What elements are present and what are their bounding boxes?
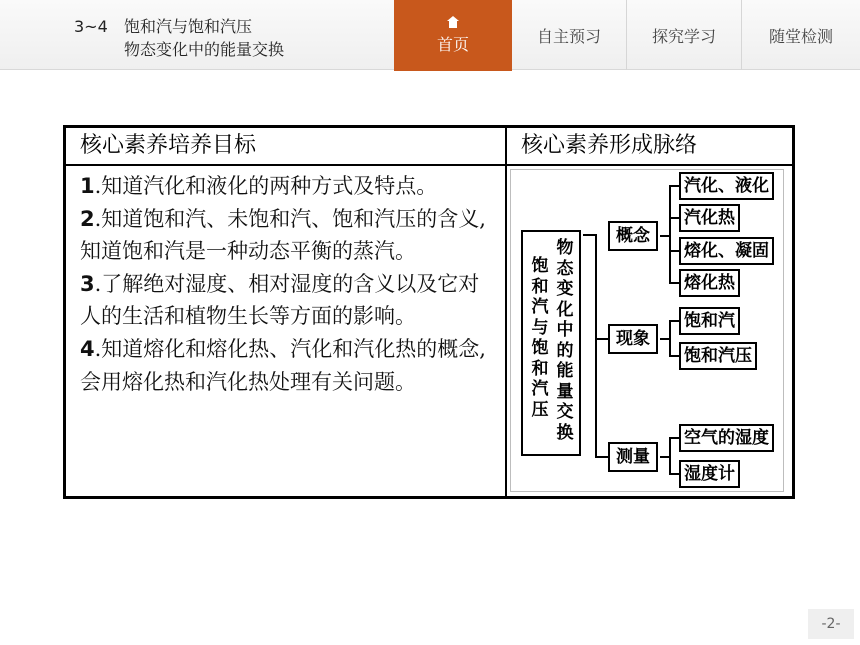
- connector-line: [669, 320, 671, 356]
- leaf-air-humidity: 空气的湿度: [679, 424, 774, 452]
- goal-text: .知道汽化和液化的两种方式及特点。: [94, 174, 438, 198]
- connector-line: [669, 355, 679, 357]
- connector-line: [595, 234, 597, 458]
- lesson-number: 3~4: [74, 17, 108, 36]
- context-column: [507, 128, 792, 496]
- goal-item: [80, 333, 495, 398]
- nav-test-button[interactable]: [741, 0, 860, 70]
- connector-line: [669, 437, 679, 439]
- goals-header: 核心素养培养目标: [66, 128, 505, 166]
- goal-item: [80, 170, 495, 203]
- nav-home-label: 首页: [436, 35, 469, 54]
- lesson-title-line2: 物态变化中的能量交换: [124, 40, 285, 59]
- goal-number: 2: [80, 206, 95, 231]
- category-phenomenon: 现象: [608, 324, 658, 354]
- nav-explore-label: 探究学习: [651, 26, 716, 46]
- leaf-melting-solidification: 熔化、凝固: [679, 237, 774, 265]
- top-header: [0, 0, 860, 70]
- lesson-title-line1: 饱和汽与饱和汽压: [124, 17, 253, 36]
- concept-map: [510, 169, 784, 492]
- leaf-saturated-vapor-pressure: 饱和汽压: [679, 342, 757, 370]
- nav-preview-button[interactable]: [512, 0, 626, 70]
- connector-line: [669, 185, 679, 187]
- lesson-title: [74, 15, 284, 61]
- context-header: 核心素养形成脉络: [507, 128, 792, 166]
- goals-column: [66, 128, 507, 496]
- category-concept: 概念: [608, 221, 658, 251]
- leaf-vaporization-liquefaction: 汽化、液化: [679, 172, 774, 200]
- category-measure: 测量: [608, 442, 658, 472]
- connector-line: [669, 320, 679, 322]
- connector-line: [669, 437, 671, 475]
- page-number: -2-: [808, 609, 854, 639]
- connector-line: [669, 250, 679, 252]
- concept-map-root: [521, 230, 581, 456]
- literacy-table: [63, 125, 795, 499]
- nav-home-button[interactable]: [394, 0, 512, 71]
- goal-text: .知道熔化和熔化热、汽化和汽化热的概念,会用熔化热和汽化热处理有关问题。: [80, 336, 486, 394]
- nav-explore-button[interactable]: [626, 0, 741, 70]
- goal-text: .知道饱和汽、未饱和汽、饱和汽压的含义,知道饱和汽是一种动态平衡的蒸汽。: [80, 206, 486, 264]
- connector-line: [669, 282, 679, 284]
- goal-number: 1: [80, 174, 95, 198]
- leaf-saturated-vapor: 饱和汽: [679, 307, 740, 335]
- root-text-col2: 饱和汽与饱和汽压: [531, 256, 549, 420]
- leaf-hygrometer: 湿度计: [679, 460, 740, 488]
- leaf-vaporization-heat: 汽化热: [679, 204, 740, 232]
- goals-list: [66, 166, 505, 398]
- home-icon: [447, 16, 459, 28]
- nav-test-label: 随堂检测: [768, 26, 833, 46]
- goal-item: [80, 203, 495, 268]
- connector-line: [669, 473, 679, 475]
- root-text-col1: 物态变化中的能量交换: [556, 238, 574, 443]
- connector-line: [669, 217, 679, 219]
- goal-number: 4: [80, 336, 95, 361]
- connector-line: [595, 456, 608, 458]
- connector-line: [669, 185, 671, 283]
- goal-number: 3: [80, 271, 95, 296]
- nav-preview-label: 自主预习: [536, 26, 601, 46]
- connector-line: [595, 338, 608, 340]
- goal-text: .了解绝对湿度、相对湿度的含义以及它对人的生活和植物生长等方面的影响。: [80, 271, 480, 329]
- goal-item: [80, 268, 495, 333]
- leaf-melting-heat: 熔化热: [679, 269, 740, 297]
